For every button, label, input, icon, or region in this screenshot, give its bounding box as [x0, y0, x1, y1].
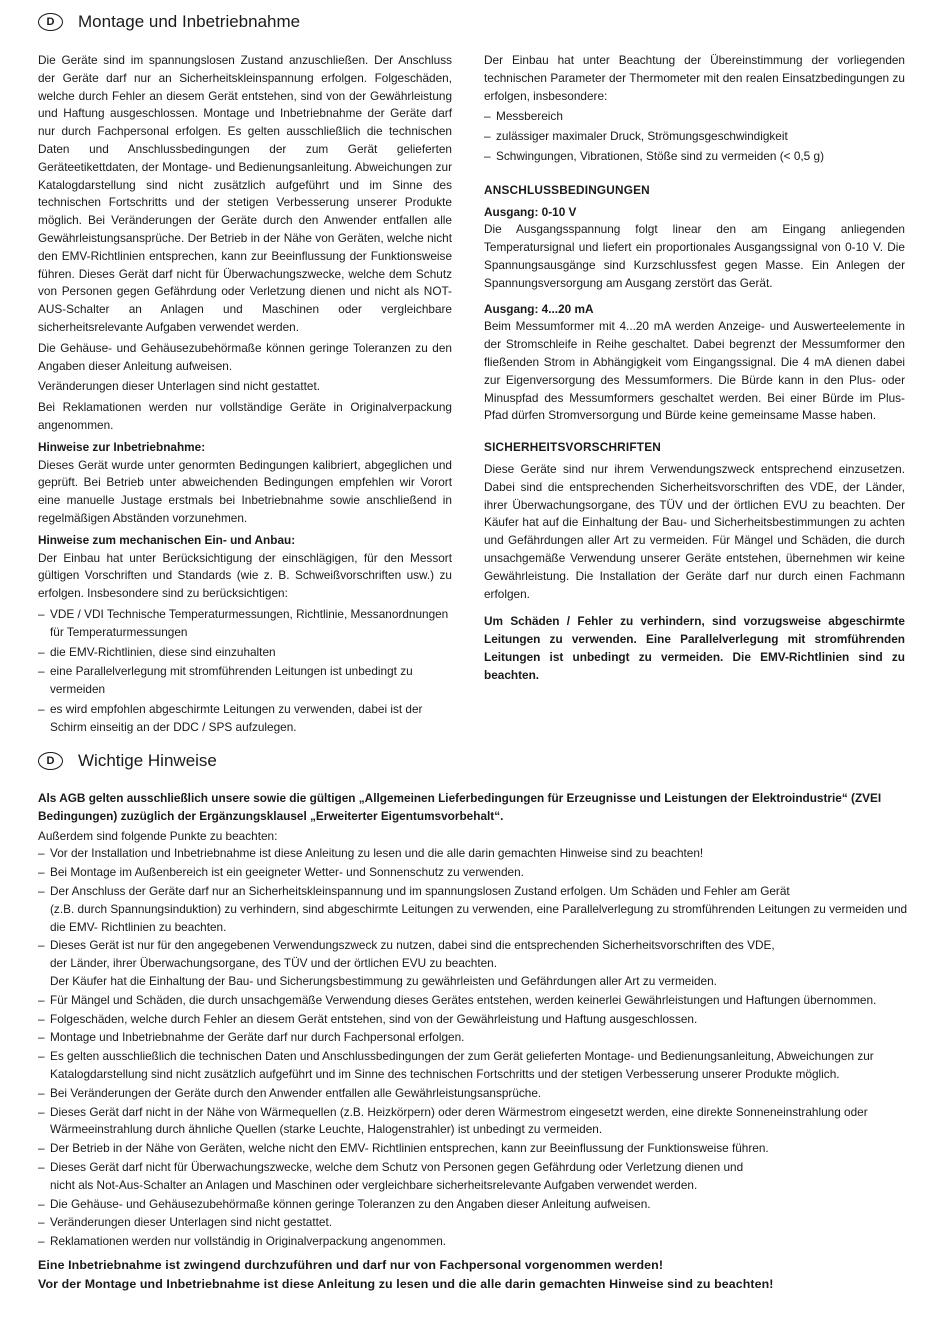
list-item: – Der Betrieb in der Nähe von Geräten, welche nicht den EMV- Richtlinien entsprechen, kann zur Beeinflussung der Funktionsweise führen. — [38, 1140, 910, 1158]
heading-ausgang-0-10v: Ausgang: 0-10 V — [484, 204, 577, 219]
paragraph: Dieses Gerät wurde unter genormten Bedingungen kalibriert, abgeglichen und geprüft. Bei Betrieb unter abweichenden Bedingungen empfehlen wir Vorort eine manuelle Justage erstmals bei Inbetriebnahme sowie anschließend in regelmäßigen Abständen vorzunehmen. — [38, 457, 452, 525]
list-item: – Bei Veränderungen der Geräte durch den Anwender entfallen alle Gewährleistungsansprüche. — [38, 1085, 910, 1103]
heading-ausgang-4-20ma: Ausgang: 4...20 mA — [484, 301, 594, 316]
paragraph: Beim Messumformer mit 4...20 mA werden Anzeige- und Auswerteelemente in der Stromschleife in Reihe geschaltet. Dabei begrenzt der Messumformer den fließenden Strom in Abhängigkeit vom Eingangssignal. Die 4 mA dienen dabei zur Eigenversorgung des Messumformers. Die Bürde kann in den Plus- oder Minuspfad des Messumformers geschaltet werden. Bei einer Bürde im Plus-Pfad dürfen Stromversorgung und Bürde keine gemeinsame Masse haben. — [484, 319, 905, 423]
paragraph: Die Geräte sind im spannungslosen Zustand anzuschließen. Der Anschluss der Geräte darf nur an Sicherheitskleinspannung erfolgen. Folgeschäden, welche durch Fehler an diesem Gerät entstehen, sind von der Gewährleistung und Haftung ausgeschlossen. Montage und Inbetriebnahme der Geräte darf nur durch Fachpersonal erfolgen. Es gelten ausschließlich die technischen Daten und Anschlussbedingungen der zum Gerät gelieferten Geräteetikettdaten, der Montage- und Bedienungsanleitung. Abweichungen zur Katalogdarstellung sind nicht zusätzlich aufgeführt und im Sinne des technischen Fortschritts und der stetigen Verbesserung unserer Produkte möglich. Bei Veränderungen der Geräte durch den Anwender entfallen alle Gewährleistungsansprüche. Der Betrieb in der Nähe von Geräten, welche nicht den EMV-Richtlinien entsprechen, kann zur Beeinflussung der Funktionsweise führen. Dieses Gerät darf nicht für Überwachungszwecke, welche dem Schutz von Personen gegen Gefährdung oder Verletzung dienen und nicht als NOT-AUS-Schalter an Anlagen und Maschinen oder vergleichbare sicherheitsrelevante Aufgaben verwendet werden. — [38, 53, 452, 334]
heading-inbetriebnahme: Hinweise zur Inbetriebnahme: — [38, 439, 206, 454]
paragraph: Bei Reklamationen werden nur vollständige Geräte in Originalverpackung angenommen. — [38, 400, 452, 432]
list-item: – VDE / VDI Technische Temperaturmessungen, Richtlinie, Messanordnungen für Temperaturmessungen — [38, 606, 452, 642]
final-note: Eine Inbetriebnahme ist zwingend durchzuführen und darf nur von Fachpersonal vorgenommen werden! — [38, 1257, 664, 1272]
list-item: – Messbereich — [484, 108, 905, 126]
bullet-list — [38, 845, 910, 1251]
bold-warning: Um Schäden / Fehler zu verhindern, sind vorzugsweise abgeschirmte Leitungen zu verwenden. Eine Parallelverlegung mit stromführenden Leitungen ist unbedingt zu vermeiden. Die EMV-Richtlinien sind zu beachten. — [484, 614, 905, 682]
list-item: – Der Anschluss der Geräte darf nur an Sicherheitskleinspannung und im spannungslosen Zustand erfolgen. Um Schäden und Fehler am Gerät (z.B. durch Spannungsinduktion) zu verhindern, sind abgeschirmte Leitungen zu verwenden, eine Parallelverlegung zu stromführenden Leitungen zu vermeiden und die EMV- Richtlinien zu beachten. — [38, 883, 910, 936]
bullet-list — [484, 108, 905, 165]
paragraph: Veränderungen dieser Unterlagen sind nicht gestattet. — [38, 379, 321, 394]
list-item: – Die Gehäuse- und Gehäusezubehörmaße können geringe Toleranzen zu den Angaben dieser Anleitung aufweisen. — [38, 1196, 910, 1214]
paragraph: Diese Geräte sind nur ihrem Verwendungszweck entsprechend einzusetzen. Dabei sind die entsprechenden Sicherheitsvorschriften des VDE, der Länder, ihrer Überwachungsorgane, des TÜV und der örtlichen EVU zu beachten. Der Käufer hat auf die Einhaltung der Bau- und Sicherheitsbestimmungen zu achten und Gefährdungen aller Art zu vermeiden. Für Mängel und Schäden, die durch unsachgemäße Verwendung unserer Geräte entstehen, übernehmen wir keine Gewährleistung. Die Installation der Geräte darf nur durch einen Fachmann erfolgen. — [484, 461, 905, 601]
section-header-hinweise — [38, 751, 217, 771]
paragraph: Die Gehäuse- und Gehäusezubehörmaße können geringe Toleranzen zu den Angaben dieser Anleitung aufweisen. — [38, 340, 452, 373]
list-item: – Es gelten ausschließlich die technischen Daten und Anschlussbedingungen der zum Gerät gelieferten Montage- und Bedienungsanleitung, Abweichungen zur Katalogdarstellung sind nicht zusätzlich aufgeführt und im Sinne des technischen Fortschritts und der stetigen Verbesserung unserer Produkte möglich. — [38, 1048, 910, 1084]
section-header-montage — [38, 12, 300, 32]
paragraph: Die Ausgangsspannung folgt linear den am Eingang anliegenden Temperatursignal und liefert ein proportionales Ausgangssignal von 0-10 V. Die Spannungsausgänge sind Kurzschlussfest gegen Masse. Ein Anlegen der Spannungsversorgung am Ausgang zerstört das Gerät. — [484, 222, 905, 290]
list-item: – Reklamationen werden nur vollständig in Originalverpackung angenommen. — [38, 1233, 910, 1251]
heading-anschlussbedingungen: ANSCHLUSSBEDINGUNGEN — [484, 182, 650, 197]
right-column — [484, 52, 905, 688]
section-title: Wichtige Hinweise — [78, 751, 217, 770]
list-lead: Außerdem sind folgende Punkte zu beachten: — [38, 828, 278, 843]
list-item: – Bei Montage im Außenbereich ist ein geeigneter Wetter- und Sonnenschutz zu verwenden. — [38, 864, 910, 882]
list-item: – Montage und Inbetriebnahme der Geräte darf nur durch Fachpersonal erfolgen. — [38, 1029, 910, 1047]
heading-sicherheitsvorschriften: SICHERHEITSVORSCHRIFTEN — [484, 440, 661, 455]
left-column — [38, 52, 452, 739]
important-notes — [38, 790, 910, 1294]
list-item: – Vor der Installation und Inbetriebnahme ist diese Anleitung zu lesen und die alle darin gemachten Hinweise sind zu beachten! — [38, 845, 910, 863]
paragraph: Der Einbau hat unter Berücksichtigung der einschlägigen, für den Messort gültigen Vorschriften und Standards (wie z. B. Schweißvorschriften usw.) zu erfolgen. Insbesondere sind zu berücksichtigen: — [38, 550, 452, 601]
section-title: Montage und Inbetriebnahme — [78, 12, 301, 31]
list-item: – Dieses Gerät ist nur für den angegebenen Verwendungszweck zu nutzen, dabei sind die entsprechenden Sicherheitsvorschriften des VDE, der Länder, ihrer Überwachungsorgane, des TÜV und der örtlichen EVU zu beachten. Der Käufer hat die Einhaltung der Bau- und Sicherungsbestimmung zu gewährleisten und Gefährdungen aller Art zu vermeiden. — [38, 937, 910, 990]
list-item: – Veränderungen dieser Unterlagen sind nicht gestattet. — [38, 1214, 910, 1232]
paragraph: Der Einbau hat unter Beachtung der Übereinstimmung der vorliegenden technischen Parameter der Thermometer mit den realen Einsatzbedingungen zu erfolgen, insbesondere: — [484, 53, 905, 103]
list-item: – Für Mängel und Schäden, die durch unsachgemäße Verwendung dieses Gerätes entstehen, werden keinerlei Gewährleistungen und Haftungen übernommen. — [38, 992, 910, 1010]
terms-intro: Als AGB gelten ausschließlich unsere sowie die gültigen „Allgemeinen Lieferbedingungen für Erzeugnisse und Leistungen der Elektroindustrie“ (ZVEI Bedingungen) zuzüglich der Ergänzungsklausel „Erweiterter Eigentumsvorbehalt“. — [38, 791, 882, 823]
final-note: Vor der Montage und Inbetriebnahme ist diese Anleitung zu lesen und die alle darin gemachten Hinweise sind zu beachten! — [38, 1276, 774, 1291]
language-badge: D — [38, 13, 63, 31]
list-item: – Schwingungen, Vibrationen, Stöße sind zu vermeiden (< 0,5 g) — [484, 148, 905, 166]
bullet-list — [38, 606, 452, 737]
heading-mechanischer-einbau: Hinweise zum mechanischen Ein- und Anbau: — [38, 532, 296, 547]
list-item: – Dieses Gerät darf nicht in der Nähe von Wärmequellen (z.B. Heizkörpern) oder deren Wärmestrom eingesetzt werden, eine direkte Sonneneinstrahlung oder Wärmeeinstrahlung durch ähnliche Quellen (starke Leuchte, Halogenstrahler) ist unbedingt zu vermeiden. — [38, 1104, 910, 1140]
list-item: – Dieses Gerät darf nicht für Überwachungszwecke, welche dem Schutz von Personen gegen Gefährdung oder Verletzung dienen und nicht als Not-Aus-Schalter an Anlagen und Maschinen oder vergleichbare sicherheitsrelevante Aufgaben verwendet werden. — [38, 1159, 910, 1195]
list-item: – Folgeschäden, welche durch Fehler an diesem Gerät entstehen, sind von der Gewährleistung und Haftung ausgeschlossen. — [38, 1011, 910, 1029]
list-item: – eine Parallelverlegung mit stromführenden Leitungen ist unbedingt zu vermeiden — [38, 663, 452, 699]
language-badge: D — [38, 752, 63, 770]
list-item: – es wird empfohlen abgeschirmte Leitungen zu verwenden, dabei ist der Schirm einseitig an der DDC / SPS aufzulegen. — [38, 701, 452, 737]
list-item: – die EMV-Richtlinien, diese sind einzuhalten — [38, 644, 452, 662]
list-item: – zulässiger maximaler Druck, Strömungsgeschwindigkeit — [484, 128, 905, 146]
